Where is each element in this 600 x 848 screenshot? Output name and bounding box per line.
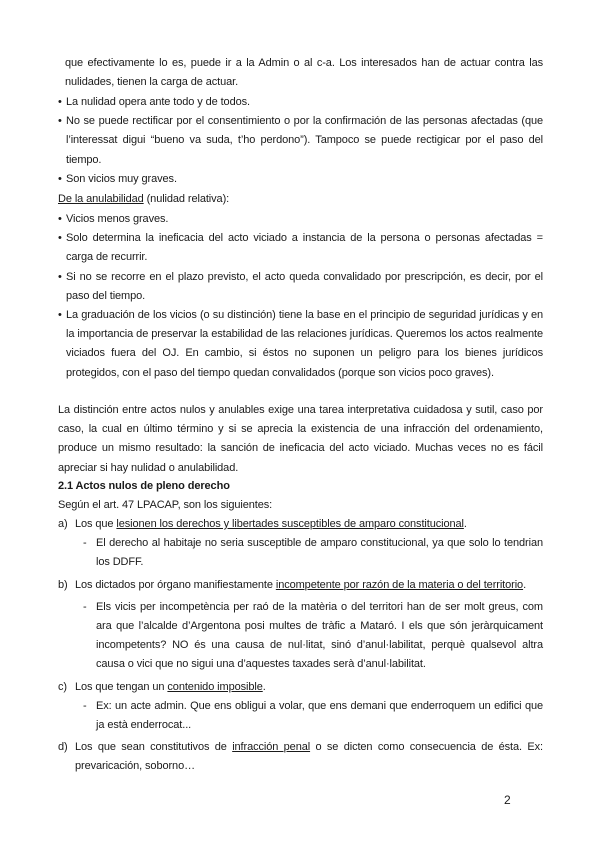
item-text: Los que sean constitutivos de xyxy=(75,741,233,754)
item-text: Los que xyxy=(75,518,117,530)
intro-continuation: que efectivamente lo es, puede ir a la Admin o al c-a. Los interesados han de actuar contra las nulidades, tienen la carga de actuar. xyxy=(65,57,543,89)
item-marker: a) xyxy=(58,518,68,530)
item-marker: c) xyxy=(58,680,67,693)
list-item: • Son vicios muy graves. xyxy=(58,170,543,189)
anulabilidad-heading-underlined: De la anulabilidad xyxy=(58,193,144,205)
list-item: • La nulidad opera ante todo y de todos. xyxy=(58,93,543,112)
list-item xyxy=(58,738,543,776)
item-underlined: incompetente por razón de la materia o del territorio xyxy=(275,578,524,591)
anulabilidad-heading xyxy=(58,190,543,209)
item-text: Los que tengan un xyxy=(75,680,168,693)
sub-item: - Ex: un acte admin. Que ens obligui a volar, que ens demani que enderroquem un edifici que ja està enderrocat... xyxy=(79,697,543,735)
item-marker: b) xyxy=(58,578,68,591)
anulabilidad-bullet-list xyxy=(58,210,543,383)
causes-list xyxy=(58,515,543,777)
list-item: • No se puede rectificar por el consentimiento o por la confirmación de las personas afectadas (que l’interessat digui “bueno va suda, t’ho perdono”). Tampoco se puede rectigicar por el paso del tiempo. xyxy=(58,112,543,170)
item-marker: d) xyxy=(58,741,68,754)
item-suffix: o se dicten como consecuencia de ésta. Ex: prevaricación, soborno… xyxy=(75,741,543,773)
section-heading: 2.1 Actos nulos de pleno derecho xyxy=(58,480,230,492)
list-item: • Vicios menos graves. xyxy=(58,210,543,229)
sub-item: - Els vicis per incompetència per raó de la matèria o del territori han de ser molt greus, com ara que l’alcalde d’Argentona posi multes de tràfic a Mataró. I els que són jeràrquicament incompetents? NO és una causa de nul·litat, sinó d’anul·labilitat, perquè qualsevol altra causa o vici que no sigui una d’aquestes taxades serà d’anul·labilitat. xyxy=(79,598,543,675)
item-text: Los dictados por órgano manifiestamente xyxy=(75,578,276,591)
anulabilidad-heading-rest: (nulidad relativa): xyxy=(143,193,230,205)
nulidad-bullet-list xyxy=(58,93,543,189)
page-number: 2 xyxy=(504,793,511,807)
distincion-paragraph: La distinción entre actos nulos y anulables exige una tarea interpretativa cuidadosa y sutil, caso por caso, la cual en último término y si se aprecia la existencia de una infracción del ordenamiento, produce un mismo resultado: la sanción de ineficacia del acto viciado. Muchas veces no es fácil apreciar si hay nulidad o anulabilidad. xyxy=(58,404,543,474)
item-suffix: . xyxy=(463,518,467,530)
sub-item: - El derecho al habitaje no seria susceptible de amparo constitucional, ya que solo lo tendrian los DDFF. xyxy=(79,534,543,572)
list-item: • La graduación de los vicios (o su distinción) tiene la base en el principio de seguridad jurídicas y en la importancia de preservar la estabilidad de las relaciones jurídicas. Queremos los actos realmente viciados fuera del OJ. En cambio, si éstos no suponen un peligro para los bienes jurídicos protegidos, con el paso del tiempo quedan convalidados (porque son vicios poco graves). xyxy=(58,306,543,383)
list-item: • Solo determina la ineficacia del acto viciado a instancia de la persona o personas afectadas = carga de recurrir. xyxy=(58,229,543,267)
item-underlined: contenido imposible xyxy=(167,680,263,693)
list-item xyxy=(58,515,543,573)
item-underlined: lesionen los derechos y libertades susceptibles de amparo constitucional xyxy=(116,518,464,530)
list-item xyxy=(58,576,543,675)
item-underlined: infracción penal xyxy=(232,741,311,754)
item-suffix: . xyxy=(523,578,527,591)
section-intro: Según el art. 47 LPACAP, son los siguientes: xyxy=(58,499,273,511)
list-item: • Si no se recorre en el plazo previsto, el acto queda convalidado por prescripción, es decir, por el paso del tiempo. xyxy=(58,268,543,306)
item-suffix: . xyxy=(262,680,266,693)
list-item xyxy=(58,678,543,736)
